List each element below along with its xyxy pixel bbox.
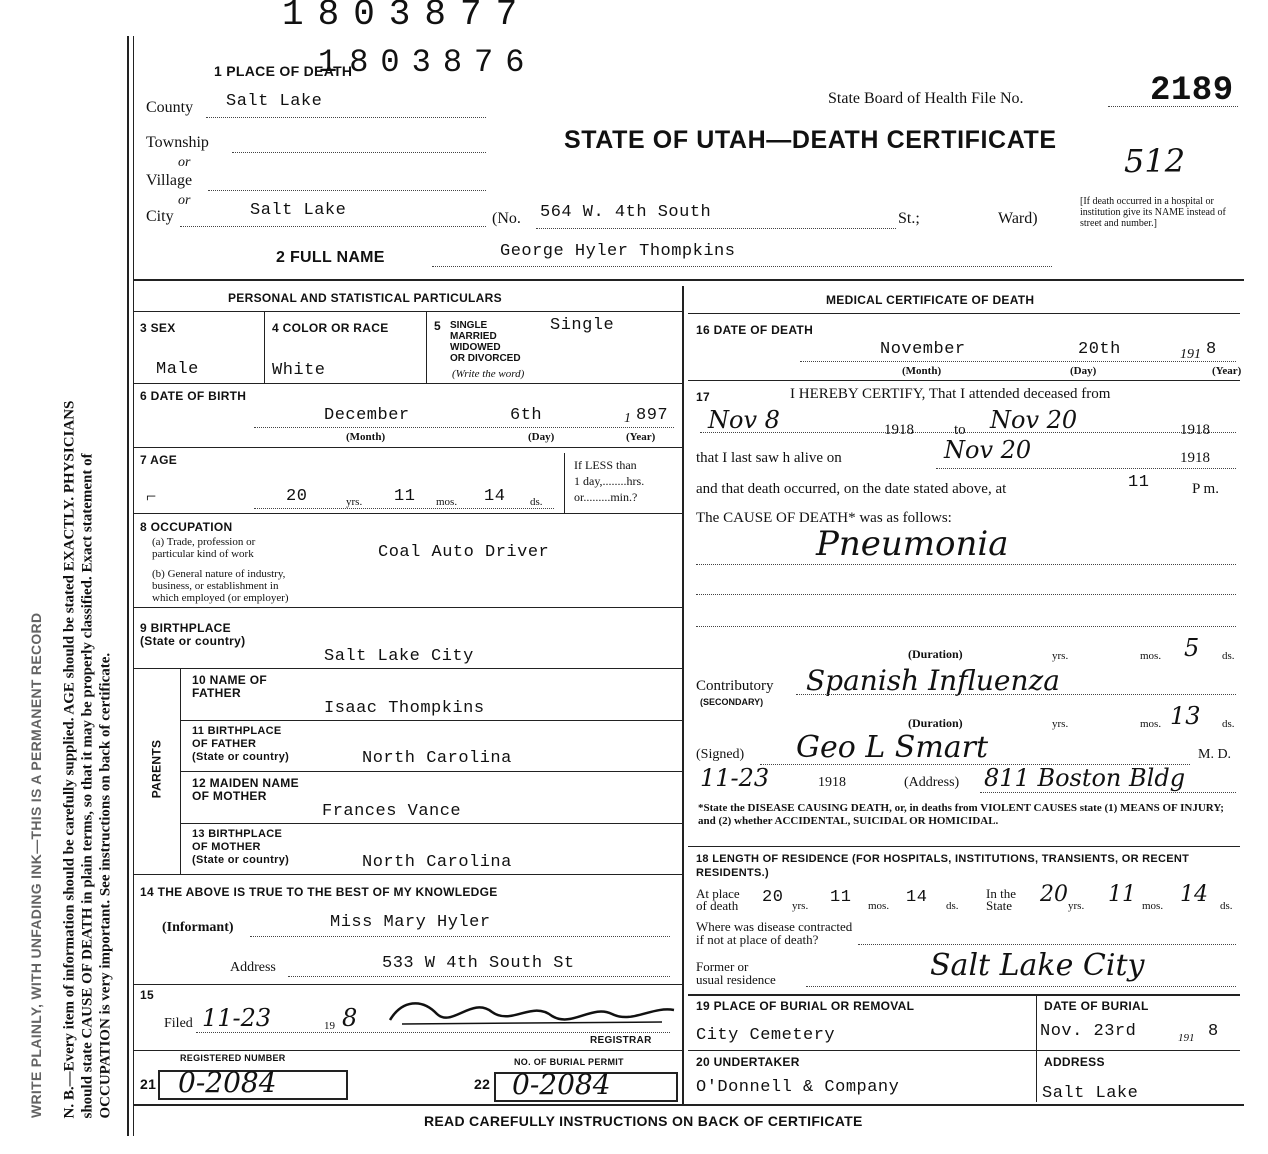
former-residence: Salt Lake City xyxy=(930,948,1145,983)
county-value: Salt Lake xyxy=(226,92,323,111)
margin-note xyxy=(0,0,128,1154)
burial-date: Nov. 23rd xyxy=(1040,1022,1137,1041)
undertaker-address: Salt Lake xyxy=(1042,1084,1139,1103)
attended-to-date: Nov 20 xyxy=(990,406,1078,434)
death-hour: 11 xyxy=(1128,473,1150,492)
hospital-note: [If death occurred in a hospital or institution give its NAME instead of street and number.] xyxy=(1080,196,1226,229)
full-name-value: George Hyler Thompkins xyxy=(500,242,736,261)
father-birthplace: North Carolina xyxy=(362,749,512,768)
cause-footnote: *State the DISEASE CAUSING DEATH, or, in deaths from VIOLENT CAUSES state (1) MEANS OF INJURY; and (2) whether ACCIDENTAL, SUICIDAL OR HOMICIDAL. xyxy=(698,802,1224,827)
residence-place-days: 14 xyxy=(906,888,928,907)
mother-birthplace: North Carolina xyxy=(362,853,512,872)
race-value: White xyxy=(272,361,326,380)
residence-state-years: 20 xyxy=(1040,882,1068,907)
medical-section-title: MEDICAL CERTIFICATE OF DEATH xyxy=(826,293,1035,307)
cause-duration-months: 5 xyxy=(1184,634,1200,662)
registrar-signature xyxy=(382,990,682,1036)
mother-maiden-name: Frances Vance xyxy=(322,802,462,821)
residence-place-years: 20 xyxy=(762,888,784,907)
father-name: Isaac Thompkins xyxy=(324,699,485,718)
margin-note-line-2: should state CAUSE OF DEATH in plain terms, so that it may be properly classified. Exact statement of xyxy=(79,453,96,1119)
township-label: Township xyxy=(146,134,209,151)
dod-month: November xyxy=(880,340,966,359)
residence-state-months: 11 xyxy=(1108,882,1136,907)
margin-note-line-1: N. B.—Every item of information should be carefully supplied. AGE should be stated EXACTLY. PHYSICIANS xyxy=(61,400,78,1119)
age-days: 14 xyxy=(484,487,506,506)
filed-year: 8 xyxy=(342,1004,358,1032)
margin-edge-text: WRITE PLAINLY, WITH UNFADING INK—THIS IS A PERMANENT RECORD xyxy=(28,612,44,1118)
marital-status-value: Single xyxy=(550,316,615,335)
burial-year: 8 xyxy=(1208,1022,1219,1041)
contributory-duration-months: 13 xyxy=(1170,702,1201,730)
dob-month: December xyxy=(324,406,410,425)
file-no-label: State Board of Health File No. xyxy=(828,90,1024,107)
certificate-title: STATE OF UTAH—DEATH CERTIFICATE xyxy=(564,126,1057,154)
burial-permit-number: 0-2084 xyxy=(512,1068,611,1101)
footer-instructions: READ CAREFULLY INSTRUCTIONS ON BACK OF CERTIFICATE xyxy=(424,1113,863,1129)
physician-address: 811 Boston Bldg xyxy=(984,764,1186,792)
village-label: Village xyxy=(146,172,193,189)
undertaker-name: O'Donnell & Company xyxy=(696,1078,900,1097)
physician-signature: Geo L Smart xyxy=(796,730,989,765)
dod-day: 20th xyxy=(1078,340,1121,359)
city-label: City xyxy=(146,208,174,225)
attended-from-date: Nov 8 xyxy=(708,406,780,434)
street-address-value: 564 W. 4th South xyxy=(540,203,712,222)
place-of-death-label: 1 PLACE OF DEATH xyxy=(214,63,353,79)
certificate-stamp-number: 1803877 xyxy=(282,0,532,35)
informant-name: Miss Mary Hyler xyxy=(330,913,491,932)
burial-place: City Cemetery xyxy=(696,1026,836,1045)
certificate-stamp-number-2: 1803876 xyxy=(318,44,537,81)
full-name-label: 2 FULL NAME xyxy=(276,249,385,266)
county-label: County xyxy=(146,99,194,116)
filed-date: 11-23 xyxy=(202,1004,272,1032)
cause-of-death: Pneumonia xyxy=(816,524,1009,564)
dob-year: 897 xyxy=(636,406,669,425)
registered-number: 0-2084 xyxy=(178,1066,277,1099)
age-months: 11 xyxy=(394,487,416,506)
city-value: Salt Lake xyxy=(250,201,347,220)
informant-address: 533 W 4th South St xyxy=(382,954,575,973)
physician-sign-date: 11-23 xyxy=(700,764,770,792)
birthplace-value: Salt Lake City xyxy=(324,647,474,666)
dod-year: 8 xyxy=(1206,340,1217,359)
local-number: 512 xyxy=(1124,142,1186,180)
file-number: 2189 xyxy=(1150,72,1234,110)
parents-label: PARENTS xyxy=(149,739,164,799)
contributory-cause: Spanish Influenza xyxy=(806,664,1060,697)
residence-state-days: 14 xyxy=(1180,882,1208,907)
occupation-value: Coal Auto Driver xyxy=(378,543,550,562)
age-years: 20 xyxy=(286,487,308,506)
dob-day: 6th xyxy=(510,406,543,425)
last-saw-date: Nov 20 xyxy=(944,436,1032,464)
residence-place-months: 11 xyxy=(830,888,852,907)
personal-section-title: PERSONAL AND STATISTICAL PARTICULARS xyxy=(228,291,502,305)
sex-value: Male xyxy=(156,360,199,379)
margin-note-line-3: OCCUPATION is very important. See instructions on back of certificate. xyxy=(97,652,114,1119)
